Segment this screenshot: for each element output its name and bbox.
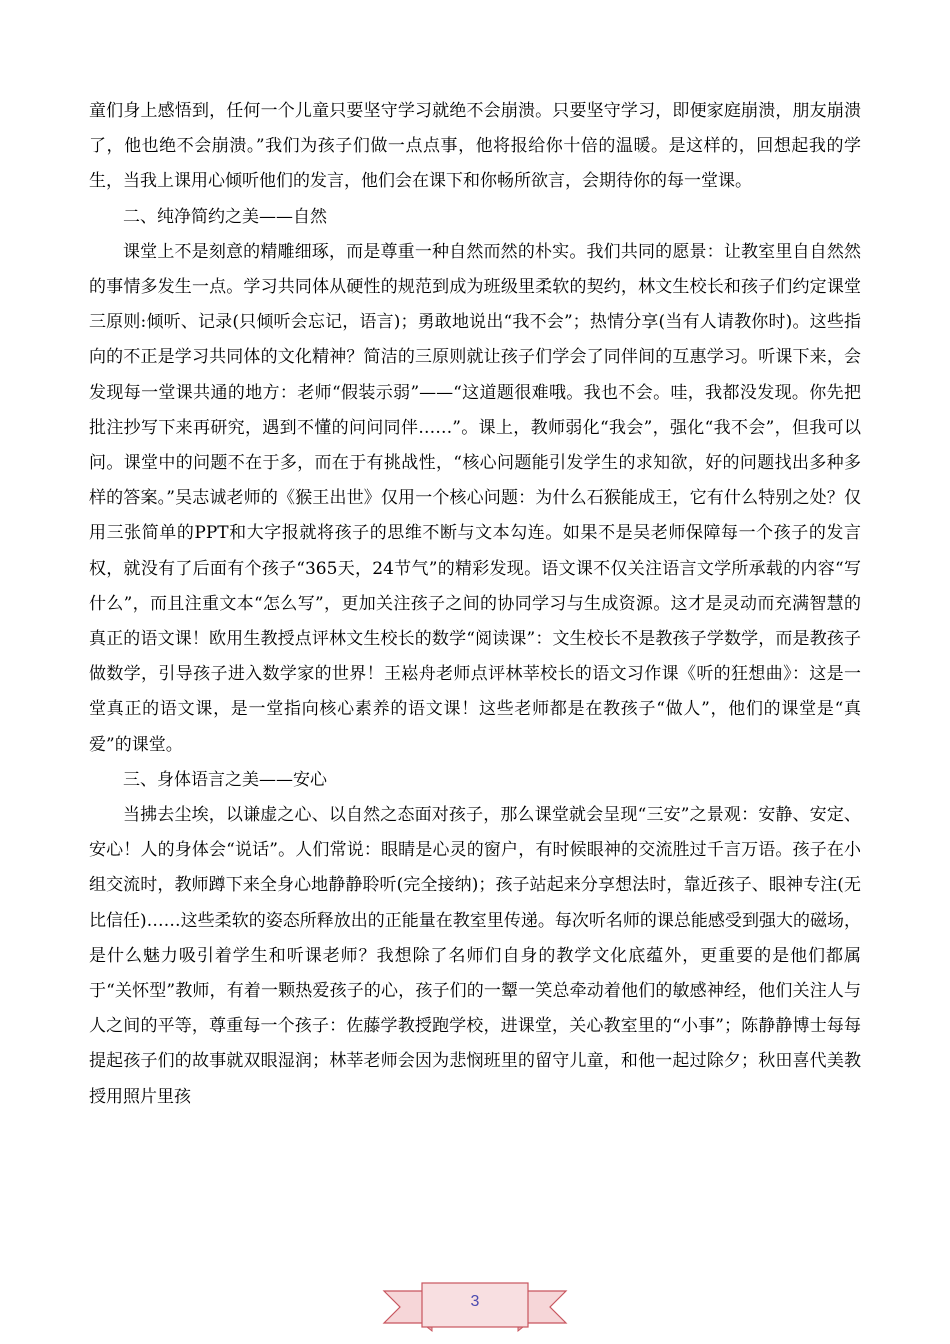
paragraph-continued: 童们身上感悟到，任何一个儿童只要坚守学习就绝不会崩溃。只要坚守学习，即便家庭崩溃，朋友崩溃了，他也绝不会崩溃。”我们为孩子们做一点点事，他将报给你十倍的温暖。是这样的，回想起我的学生，当我上课用心倾听他们的发言，他们会在课下和你畅所欲言，会期待你的每一堂课。	[89, 101, 861, 192]
page-number: 3	[470, 1293, 480, 1310]
page-footer	[382, 1279, 568, 1334]
paragraph-body-language: 当拂去尘埃，以谦虚之心、以自然之态面对孩子，那么课堂就会呈现“三安”之景观：安静、安定、安心！人的身体会“说话”。人们常说：眼睛是心灵的窗户，有时候眼神的交流胜过千言万语。孩子在小组交流时，教师蹲下来全身心地静静聆听(完全接纳)；孩子站起来分享想法时，靠近孩子、眼神专注(无比信任)……这些柔软的姿态所释放出的正能量在教室里传递。每次听名师的课总能感受到强大的磁场，是什么魅力吸引着学生和听课老师？我想除了名师们自身的教学文化底蕴外，更重要的是他们都属于“关怀型”教师，有着一颗热爱孩子的心，孩子们的一颦一笑总牵动着他们的敏感神经，他们关注人与人之间的平等，尊重每一个孩子：佐藤学教授跑学校，进课堂，关心教室里的“小事”；陈静静博士每每提起孩子们的故事就双眼湿润；林莘老师会因为悲悯班里的留守儿童，和他一起过除夕；秋田喜代美教授用照片里孩	[89, 805, 861, 1107]
section-heading-2: 二、纯净简约之美——自然	[123, 206, 327, 227]
section-heading-3: 三、身体语言之美——安心	[123, 769, 327, 790]
body-text	[89, 94, 861, 1115]
paragraph-nature: 课堂上不是刻意的精雕细琢，而是尊重一种自然而然的朴实。我们共同的愿景：让教室里自自然然的事情多发生一点。学习共同体从硬性的规范到成为班级里柔软的契约，林文生校长和孩子们约定课堂三原则:倾听、记录(只倾听会忘记，语言)；勇敢地说出“我不会”；热情分享(当有人请教你时)。这些指向的不正是学习共同体的文化精神？简洁的三原则就让孩子们学会了同伴间的互惠学习。听课下来，会发现每一堂课共通的地方：老师“假装示弱”——“这道题很难哦。我也不会。哇，我都没发现。你先把批注抄写下来再研究，遇到不懂的问问同伴……”。课上，教师弱化“我会”，强化“我不会”，但我可以问。课堂中的问题不在于多，而在于有挑战性，“核心问题能引发学生的求知欲，好的问题找出多种多样的答案。”吴志诚老师的《猴王出世》仅用一个核心问题：为什么石猴能成王，它有什么特别之处？仅用三张简单的PPT和大字报就将孩子的思维不断与文本勾连。如果不是吴老师保障每一个孩子的发言权，就没有了后面有个孩子“365天，24节气”的精彩发现。语文课不仅关注语言文学所承载的内容“写什么”，而且注重文本“怎么写”，更加关注孩子之间的协同学习与生成资源。这才是灵动而充满智慧的真正的语文课！欧用生教授点评林文生校长的数学“阅读课”：文生校长不是教孩子学数学，而是教孩子做数学，引导孩子进入数学家的世界！王崧舟老师点评林莘校长的语文习作课《听的狂想曲》：这是一堂真正的语文课，是一堂指向核心素养的语文课！这些老师都是在教孩子“做人”，他们的课堂是“真爱”的课堂。	[89, 241, 861, 755]
